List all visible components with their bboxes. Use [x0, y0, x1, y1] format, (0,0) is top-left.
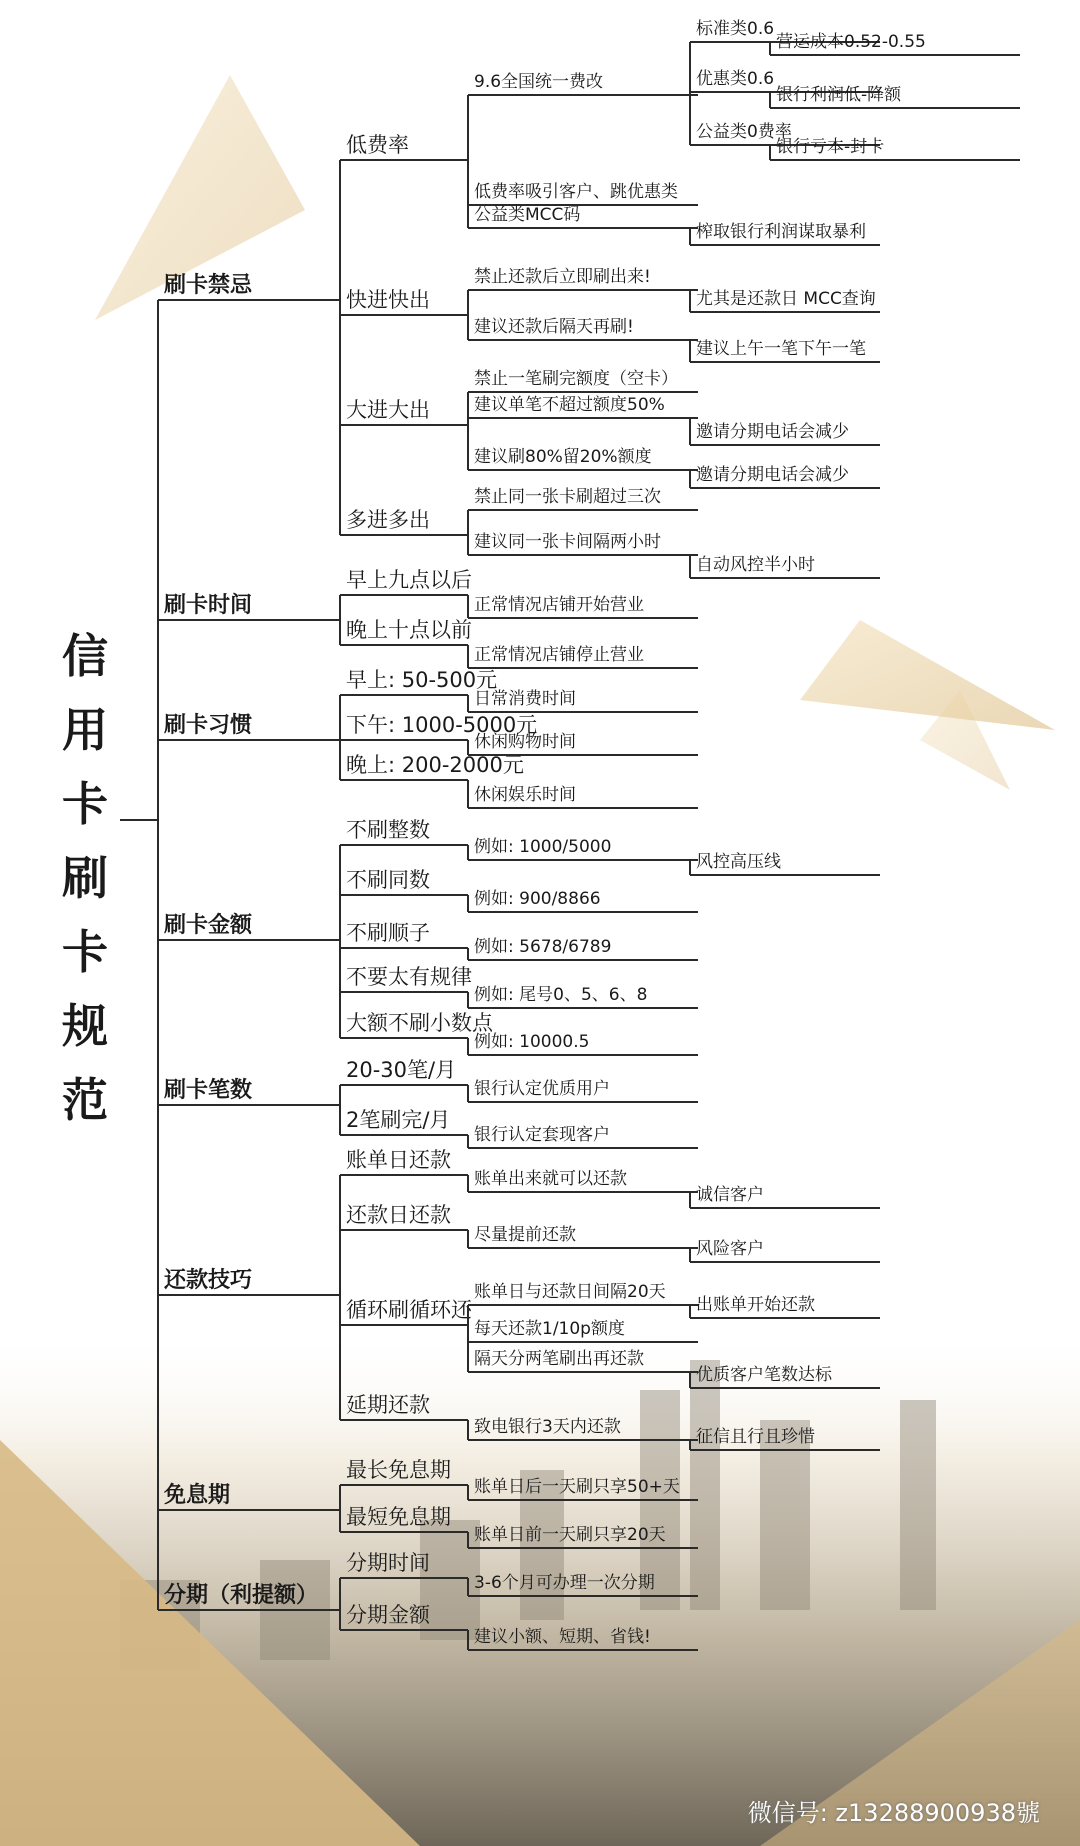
node-label: 例如: 尾号0、5、6、8: [474, 985, 648, 1005]
node-label: 账单出来就可以还款: [474, 1169, 627, 1189]
node-label: 风控高压线: [696, 852, 781, 872]
node-label: 公益类MCC码: [474, 205, 581, 225]
node-label: 不刷同数: [346, 868, 430, 892]
node-label: 大进大出: [346, 398, 430, 422]
title-char: 刷: [62, 851, 108, 905]
node-label: 休闲购物时间: [474, 732, 576, 752]
node-label: 最短免息期: [346, 1505, 451, 1529]
node-label: 征信且行且珍惜: [696, 1427, 815, 1447]
node-label: 下午: 1000-5000元: [346, 713, 538, 737]
node-label: 优惠类0.6: [696, 69, 775, 89]
node-label: 禁止还款后立即刷出来!: [474, 267, 651, 287]
title-char: 信: [62, 629, 108, 683]
node-label: 最长免息期: [346, 1458, 451, 1482]
node-label: 刷卡习惯: [164, 713, 253, 738]
node-label: 致电银行3天内还款: [474, 1417, 621, 1437]
node-label: 优质客户笔数达标: [696, 1365, 832, 1385]
node-label: 多进多出: [346, 508, 430, 532]
node-label: 20-30笔/月: [346, 1058, 457, 1082]
node-label: 风险客户: [696, 1239, 764, 1259]
node-label: 低费率吸引客户、跳优惠类: [474, 182, 678, 202]
node-label: 禁止一笔刷完额度（空卡）: [474, 369, 678, 389]
node-label: 刷卡笔数: [164, 1078, 253, 1103]
title-char: 用: [62, 703, 108, 757]
node-label: 延期还款: [346, 1393, 430, 1417]
node-label: 例如: 10000.5: [474, 1032, 590, 1052]
node-label: 诚信客户: [696, 1185, 764, 1205]
node-label: 正常情况店铺开始营业: [474, 595, 644, 615]
node-label: 免息期: [164, 1483, 231, 1508]
node-label: 账单日还款: [346, 1148, 451, 1172]
node-label: 不要太有规律: [346, 965, 472, 989]
node-label: 分期金额: [346, 1603, 430, 1627]
node-label: 银行利润低-降额: [776, 85, 902, 105]
node-label: 建议单笔不超过额度50%: [474, 395, 665, 415]
node-label: 3-6个月可办理一次分期: [474, 1573, 655, 1593]
node-label: 建议小额、短期、省钱!: [474, 1627, 651, 1647]
node-label: 循环刷循环还: [346, 1298, 472, 1322]
title-char: 范: [62, 1073, 108, 1127]
node-label: 银行亏本-封卡: [776, 137, 885, 157]
node-label: 还款日还款: [346, 1203, 451, 1227]
node-label: 营运成本0.52-0.55: [776, 32, 926, 52]
node-label: 禁止同一张卡刷超过三次: [474, 487, 661, 507]
node-label: 银行认定套现客户: [474, 1125, 610, 1145]
node-label: 尽量提前还款: [474, 1225, 576, 1245]
node-label: 例如: 1000/5000: [474, 837, 612, 857]
node-label: 银行认定优质用户: [474, 1079, 610, 1099]
node-label: 尤其是还款日 MCC查询: [696, 289, 876, 309]
node-label: 大额不刷小数点: [346, 1011, 493, 1035]
node-label: 不刷顺子: [346, 921, 430, 945]
node-label: 正常情况店铺停止营业: [474, 645, 644, 665]
node-label: 低费率: [346, 133, 409, 157]
node-label: 日常消费时间: [474, 689, 576, 709]
title-char: 规: [62, 999, 108, 1053]
node-label: 还款技巧: [164, 1268, 253, 1293]
node-label: 建议同一张卡间隔两小时: [474, 532, 661, 552]
node-label: 晚上: 200-2000元: [346, 753, 524, 777]
node-label: 账单日后一天刷只享50+天: [474, 1477, 680, 1497]
node-label: 例如: 900/8866: [474, 889, 601, 909]
node-label: 早上: 50-500元: [346, 668, 498, 692]
title-char: 卡: [62, 777, 108, 831]
node-label: 榨取银行利润谋取暴利: [696, 222, 866, 242]
node-label: 账单日前一天刷只享20天: [474, 1525, 666, 1545]
node-label: 标准类0.6: [696, 19, 775, 39]
node-label: 邀请分期电话会减少: [696, 465, 849, 485]
node-label: 每天还款1/10p额度: [474, 1319, 625, 1339]
node-label: 建议还款后隔天再刷!: [474, 317, 634, 337]
node-label: 9.6全国统一费改: [474, 72, 604, 92]
node-label: 快进快出: [346, 288, 430, 312]
node-label: 隔天分两笔刷出再还款: [474, 1349, 644, 1369]
node-label: 休闲娱乐时间: [474, 785, 576, 805]
node-label: 建议刷80%留20%额度: [474, 447, 652, 467]
node-label: 建议上午一笔下午一笔: [696, 339, 866, 359]
node-label: 不刷整数: [346, 818, 430, 842]
node-label: 公益类0费率: [696, 122, 792, 142]
node-label: 账单日与还款日间隔20天: [474, 1282, 666, 1302]
node-label: 刷卡金额: [164, 913, 253, 938]
node-label: 分期（利提额）: [164, 1583, 319, 1608]
node-label: 2笔刷完/月: [346, 1108, 451, 1132]
node-label: 分期时间: [346, 1551, 430, 1575]
node-label: 邀请分期电话会减少: [696, 422, 849, 442]
node-label: 晚上十点以前: [346, 618, 472, 642]
node-label: 出账单开始还款: [696, 1295, 815, 1315]
node-label: 刷卡禁忌: [164, 273, 253, 298]
node-label: 刷卡时间: [164, 593, 253, 618]
node-label: 例如: 5678/6789: [474, 937, 612, 957]
node-label: 早上九点以后: [346, 568, 472, 592]
watermark: 微信号: z13288900938號: [747, 1799, 1040, 1827]
title-char: 卡: [62, 925, 108, 979]
node-label: 自动风控半小时: [696, 555, 815, 575]
